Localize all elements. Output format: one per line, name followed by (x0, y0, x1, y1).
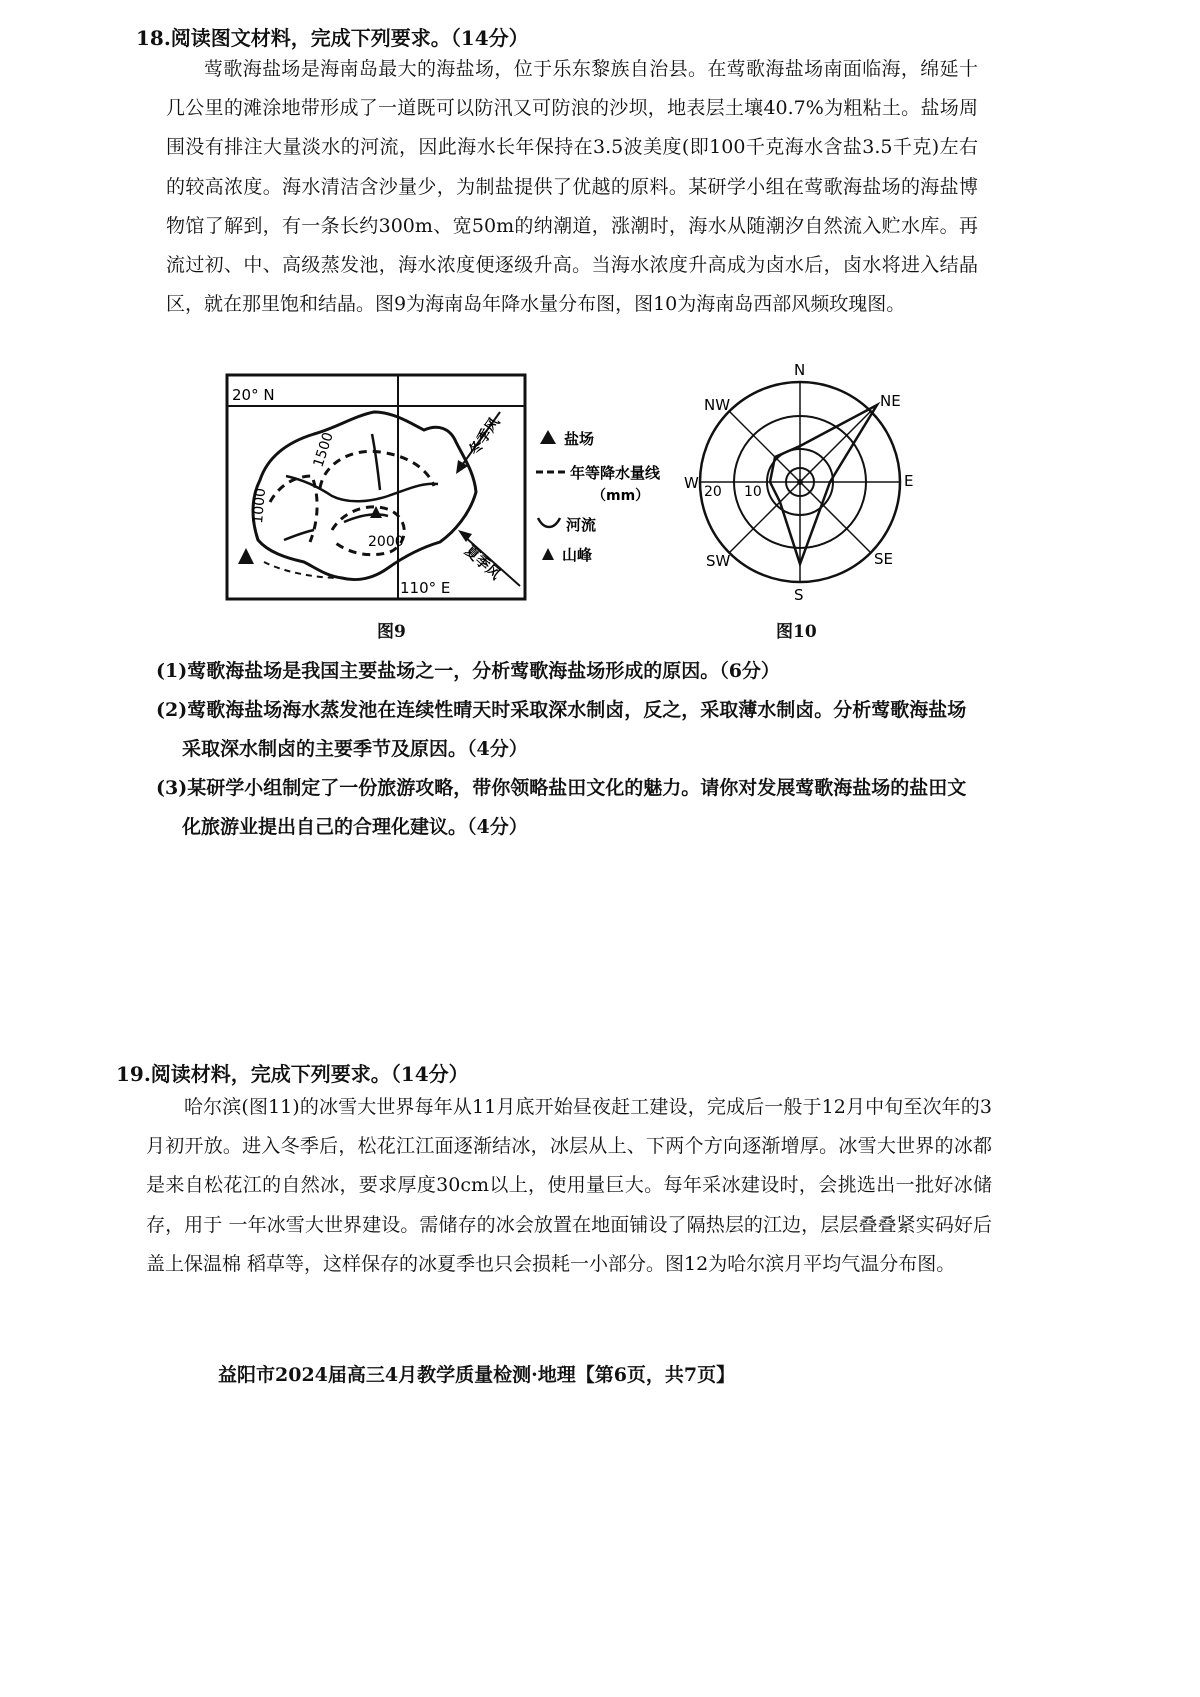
question-19-material (146, 1088, 992, 1284)
legend-peak-label: 山峰 (562, 546, 593, 564)
legend-river-icon (538, 518, 560, 527)
figure-9-map (224, 372, 660, 604)
direction-se-label: SE (874, 550, 893, 568)
figure-9-caption: 图9 (377, 622, 406, 642)
legend-river-label: 河流 (566, 516, 597, 534)
direction-sw-label: SW (706, 552, 731, 570)
summer-monsoon-label: 夏季风 (461, 543, 504, 584)
legend-isohyet-label: 年等降水量线 (570, 464, 660, 482)
subquestion-3: (3)某研学小组制定了一份旅游攻略，带你领略盐田文化的魅力。请你对发展莺歌海盐场的盐田文化旅游业提出自己的合理化建议。（4分） (156, 777, 967, 838)
legend-salt-field-icon (540, 430, 556, 444)
latitude-label: 20° N (232, 386, 275, 404)
page-footer: 益阳市2024届高三4月教学质量检测·地理【第6页，共7页】 (218, 1364, 736, 1386)
subquestion-2: (2)莺歌海盐场海水蒸发池在连续性晴天时采取深水制卤，反之，采取薄水制卤。分析莺歌海盐场采取深水制卤的主要季节及原因。（4分） (156, 699, 967, 760)
question-19-heading: 19.阅读材料，完成下列要求。（14分） (116, 1062, 469, 1086)
figure-10-wind-rose (680, 362, 920, 602)
legend-salt-field-label: 盐场 (564, 430, 595, 448)
question-18-subquestions (156, 652, 984, 847)
material-paragraph: 哈尔滨(图11)的冰雪大世界每年从11月底开始昼夜赶工建设，完成后一般于12月中旬至次年的3月初开放。进入冬季后，松花江江面逐渐结冰，冰层从上、下两个方向逐渐增厚。冰雪大世界的冰都是来自松花江的自然冰，要求厚度30cm以上，使用量巨大。每年采冰建设时，会挑选出一批好冰储存，用于 一年冰雪大世界建设。需储存的冰会放置在地面铺设了隔热层的江边，层层叠叠紧实码好后盖上保温棉 稻草等，这样保存的冰夏季也只会损耗一小部分。图12为哈尔滨月平均气温分布图。 (146, 1096, 992, 1275)
question-18-heading: 18.阅读图文材料，完成下列要求。（14分） (136, 26, 529, 50)
winter-monsoon-label: 冬季风 (466, 414, 504, 459)
direction-n-label: N (794, 362, 806, 379)
question-18-material (166, 50, 978, 324)
isohyet-2000-label: 2000 (368, 534, 404, 550)
legend-peak-icon (542, 548, 554, 560)
direction-ne-label: NE (880, 392, 901, 410)
legend-isohyet-unit: （mm） (592, 488, 650, 504)
ring-20-label: 20 (704, 484, 722, 500)
figure-10-caption: 图10 (776, 622, 817, 642)
isohyet-1000-label: 1000 (250, 487, 270, 525)
salt-field-marker (238, 548, 254, 564)
isohyet-1500-label: 1500 (310, 430, 337, 470)
material-paragraph: 莺歌海盐场是海南岛最大的海盐场，位于乐东黎族自治县。在莺歌海盐场南面临海，绵延十几公里的滩涂地带形成了一道既可以防汛又可防浪的沙坝，地表层土壤40.7%为粗粘土。盐场周围没有排注大量淡水的河流，因此海水长年保持在3.5波美度(即100千克海水含盐3.5千克)左右的较高浓度。海水清洁含沙量少，为制盐提供了优越的原料。某研学小组在莺歌海盐场的海盐博物馆了解到，有一条长约300m、宽50m的纳潮道，涨潮时，海水从随潮汐自然流入贮水库。再流过初、中、高级蒸发池，海水浓度便逐级升高。当海水浓度升高成为卤水后，卤水将进入结晶区，就在那里饱和结晶。图9为海南岛年降水量分布图，图10为海南岛西部风频玫瑰图。 (166, 58, 978, 316)
direction-s-label: S (794, 586, 804, 602)
subquestion-1: (1)莺歌海盐场是我国主要盐场之一，分析莺歌海盐场形成的原因。（6分） (156, 660, 780, 682)
direction-w-label: W (684, 474, 699, 492)
longitude-label: 110° E (400, 579, 451, 597)
direction-nw-label: NW (704, 396, 731, 414)
direction-e-label: E (904, 472, 914, 490)
ring-10-label: 10 (744, 484, 762, 500)
